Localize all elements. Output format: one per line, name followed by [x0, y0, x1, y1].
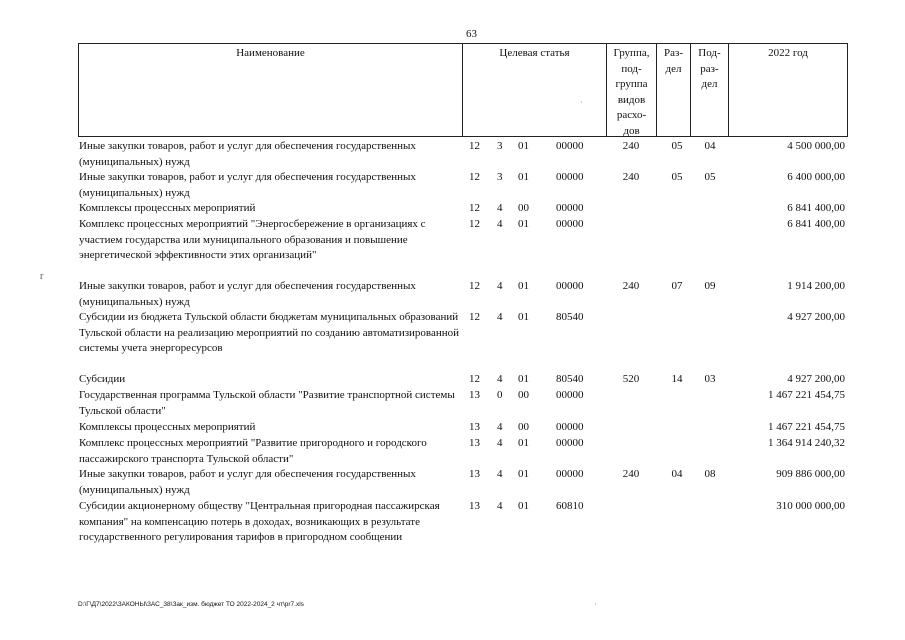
- row-direction: 00000: [556, 389, 584, 401]
- table-header: [78, 43, 848, 137]
- row-section: 07: [671, 280, 683, 292]
- row-program: 12: [469, 140, 480, 152]
- row-name: Иные закупки товаров, работ и услуг для обеспечения государственных (муниципальных) нужд: [79, 280, 416, 308]
- row-direction: 00000: [556, 437, 584, 449]
- row-amount: 1 467 221 454,75: [768, 421, 845, 433]
- row-subsection: 08: [704, 468, 716, 480]
- row-group: 01: [518, 171, 529, 183]
- row-expense-type: 240: [622, 280, 640, 292]
- row-section: 14: [671, 373, 683, 385]
- row-expense-type: 240: [622, 140, 640, 152]
- row-section: 04: [671, 468, 683, 480]
- header-target: Целевая статья: [463, 44, 607, 136]
- row-subprogram: 4: [497, 468, 503, 480]
- row-direction: 00000: [556, 171, 584, 183]
- file-path-footer: D:\Г\Д7\2022\ЗАКОНЫ\ЗАС_38\Зак_изм. бюджет ТО 2022-2024_2 чт\pr7.xls: [78, 601, 304, 608]
- row-amount: 1 467 221 454,75: [768, 389, 845, 401]
- row-group: 00: [518, 421, 529, 433]
- row-subsection: 05: [704, 171, 716, 183]
- row-name: Комплексы процессных мероприятий: [79, 202, 256, 214]
- row-program: 12: [469, 280, 480, 292]
- header-subsection: Под- раз- дел: [691, 44, 729, 136]
- row-group: 01: [518, 373, 529, 385]
- row-amount: 909 886 000,00: [776, 468, 845, 480]
- row-subprogram: 0: [497, 389, 503, 401]
- row-program: 12: [469, 171, 480, 183]
- row-subsection: 03: [704, 373, 716, 385]
- row-direction: 00000: [556, 468, 584, 480]
- row-group: 01: [518, 468, 529, 480]
- row-name: Иные закупки товаров, работ и услуг для обеспечения государственных (муниципальных) нужд: [79, 171, 416, 199]
- row-subprogram: 4: [497, 421, 503, 433]
- row-program: 13: [469, 468, 480, 480]
- row-direction: 00000: [556, 202, 584, 214]
- header-section: Раз- дел: [657, 44, 691, 136]
- row-expense-type: 520: [622, 373, 640, 385]
- scan-speck: ·: [594, 600, 597, 609]
- row-name: Субсидии: [79, 373, 126, 385]
- row-expense-type: 240: [622, 468, 640, 480]
- row-amount: 4 500 000,00: [787, 140, 845, 152]
- row-amount: 6 841 400,00: [787, 218, 845, 230]
- row-name: Субсидии акционерному обществу "Центральная пригородная пассажирская компания" на компенсацию потерь в доходах, возникающих в результате государственного регулирования тарифов в пригородном сообщении: [79, 500, 440, 543]
- header-name: Наименование: [79, 44, 463, 136]
- row-group: 01: [518, 311, 529, 323]
- row-subprogram: 4: [497, 311, 503, 323]
- row-subprogram: 4: [497, 280, 503, 292]
- row-subprogram: 3: [497, 140, 503, 152]
- scan-speck: ·: [580, 98, 583, 107]
- row-program: 13: [469, 421, 480, 433]
- row-direction: 00000: [556, 140, 584, 152]
- row-program: 12: [469, 373, 480, 385]
- page-number: 63: [466, 28, 477, 40]
- row-group: 01: [518, 500, 529, 512]
- row-direction: 80540: [556, 311, 584, 323]
- row-program: 12: [469, 218, 480, 230]
- row-group: 00: [518, 389, 529, 401]
- row-section: 05: [671, 140, 683, 152]
- row-name: Иные закупки товаров, работ и услуг для обеспечения государственных (муниципальных) нужд: [79, 140, 416, 168]
- header-group: Группа, под- группа видов расхо- дов: [607, 44, 657, 136]
- row-program: 13: [469, 500, 480, 512]
- row-group: 01: [518, 218, 529, 230]
- row-subsection: 04: [704, 140, 716, 152]
- row-name: Иные закупки товаров, работ и услуг для обеспечения государственных (муниципальных) нужд: [79, 468, 416, 496]
- row-direction: 00000: [556, 421, 584, 433]
- margin-mark: r: [40, 271, 44, 282]
- row-direction: 80540: [556, 373, 584, 385]
- row-program: 12: [469, 311, 480, 323]
- row-group: 01: [518, 437, 529, 449]
- row-amount: 1 914 200,00: [787, 280, 845, 292]
- row-expense-type: 240: [622, 171, 640, 183]
- row-direction: 00000: [556, 218, 584, 230]
- row-subprogram: 4: [497, 500, 503, 512]
- header-year: 2022 год: [768, 47, 808, 59]
- row-program: 12: [469, 202, 480, 214]
- row-amount: 4 927 200,00: [787, 311, 845, 323]
- row-amount: 1 364 914 240,32: [768, 437, 845, 449]
- row-group: 01: [518, 140, 529, 152]
- row-subprogram: 3: [497, 171, 503, 183]
- row-program: 13: [469, 389, 480, 401]
- row-name: Государственная программа Тульской области "Развитие транспортной системы Тульской области": [79, 389, 455, 417]
- row-amount: 310 000 000,00: [776, 500, 845, 512]
- row-direction: 60810: [556, 500, 584, 512]
- row-name: Комплекс процессных мероприятий "Развитие пригородного и городского пассажирского транспорта Тульской области": [79, 437, 427, 465]
- row-name: Комплексы процессных мероприятий: [79, 421, 256, 433]
- row-section: 05: [671, 171, 683, 183]
- row-name: Субсидии из бюджета Тульской области бюджетам муниципальных образований Тульской области на реализацию мероприятий по созданию автоматизированной системы учета энергоресурсов: [79, 311, 460, 354]
- row-amount: 4 927 200,00: [787, 373, 845, 385]
- row-group: 01: [518, 280, 529, 292]
- row-subprogram: 4: [497, 218, 503, 230]
- row-amount: 6 841 400,00: [787, 202, 845, 214]
- row-subprogram: 4: [497, 202, 503, 214]
- row-program: 13: [469, 437, 480, 449]
- row-subprogram: 4: [497, 373, 503, 385]
- row-direction: 00000: [556, 280, 584, 292]
- row-amount: 6 400 000,00: [787, 171, 845, 183]
- row-name: Комплекс процессных мероприятий "Энергосбережение в организациях с участием государства или муниципального образования и повышение энергетической эффективности этих организаций": [79, 218, 426, 261]
- row-subprogram: 4: [497, 437, 503, 449]
- row-subsection: 09: [704, 280, 716, 292]
- row-group: 00: [518, 202, 529, 214]
